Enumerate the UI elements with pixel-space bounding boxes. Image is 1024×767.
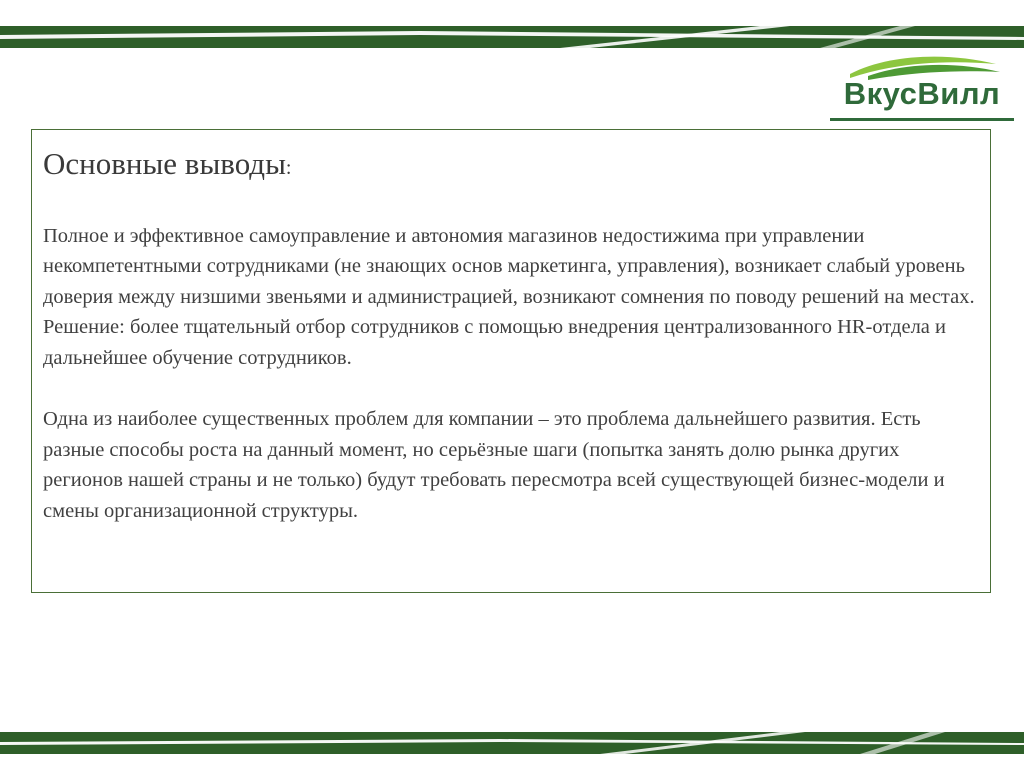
- slide-title-text: Основные выводы: [43, 146, 286, 181]
- slide-title: [43, 142, 978, 190]
- vkusvill-logo: [828, 52, 1016, 122]
- paragraph-solution: Решение: более тщательный отбор сотрудников с помощью внедрения централизованного HR-отдела и дальнейшее обучение сотрудников.: [43, 316, 947, 369]
- top-decorative-band: [0, 22, 1024, 52]
- slide-title-colon: :: [285, 157, 292, 179]
- logo-wordmark: ВкусВилл: [843, 76, 1001, 111]
- paragraph-growth-problem: Одна из наиболее существенных проблем для компании – это проблема дальнейшего развития. Есть разные способы роста на данный момент, но серьёзные шаги (попытка занять долю рынка других регионов нашей страны и не только) будут требовать пересмотра всей существующей бизнес-модели и смены организационной структуры.: [43, 408, 945, 522]
- spacer: [43, 190, 978, 221]
- content-box: [31, 129, 991, 593]
- spacer: [43, 374, 978, 405]
- paragraph-conclusion: Полное и эффективное самоуправление и автономия магазинов недостижима при управлении некомпетентными сотрудниками (не знающих основ маркетинга, управления), возникает слабый уровень доверия между низшими звеньями и администрацией, возникают сомнения по поводу решений на местах.: [43, 224, 975, 308]
- bottom-decorative-band: [0, 728, 1024, 758]
